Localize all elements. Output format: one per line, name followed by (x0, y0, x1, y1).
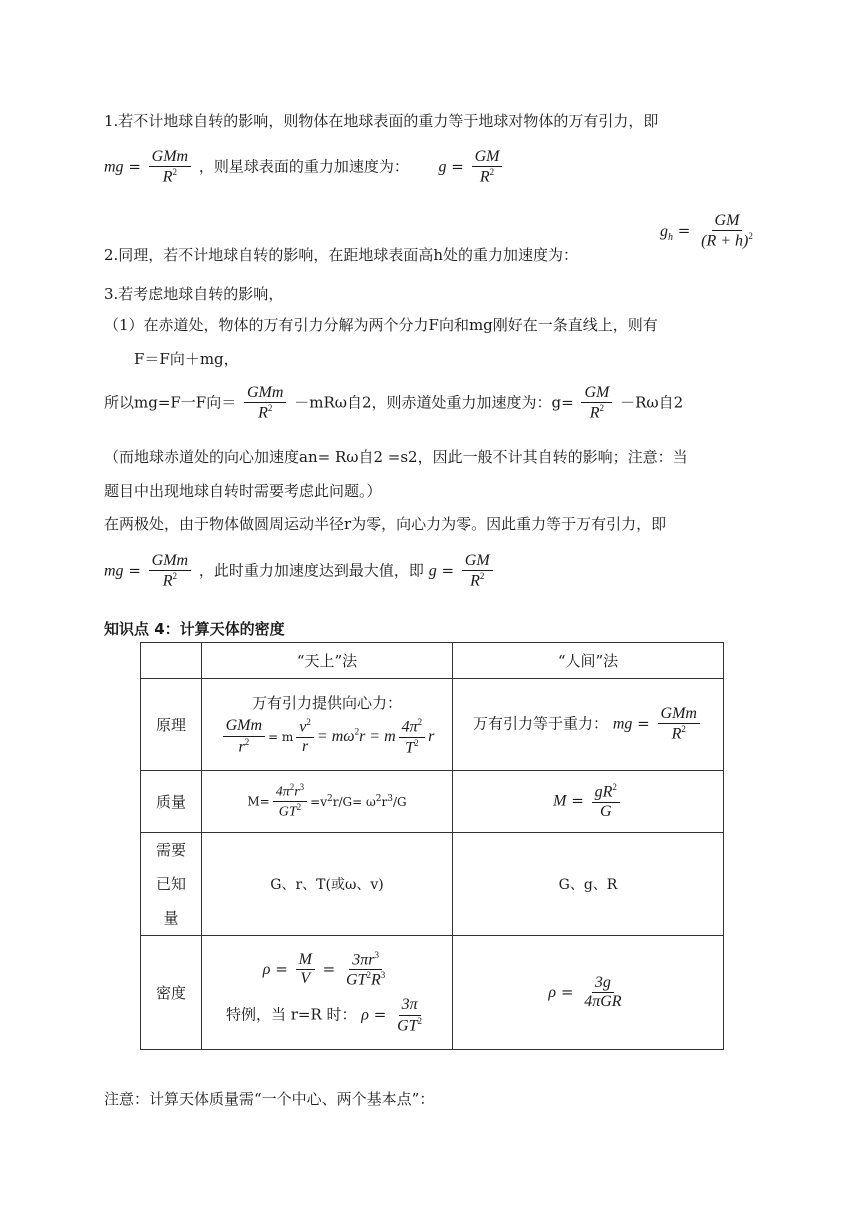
text-line-9: 题目中出现地球自转时需要考虑此问题。） (104, 482, 382, 500)
text-line-6: F＝F向＋mg， (134, 350, 239, 368)
text-line-11-mid: ，此时重力加速度达到最大值，即 (198, 561, 424, 580)
cell-density-earth: ρ = $\frac{3g}{\text{4πGR}}$ (453, 936, 724, 1050)
cell-principle-earth: 万有引力等于重力： mg = $\frac{\text{GMm}}{R^2}$ (453, 679, 724, 771)
cell-principle-sky: 万有引力提供向心力： $\frac{\text{GMm}}{r^2}$ = m $\frac{v^2}{r}$ = $m\omega^2r = m$ $\frac{4\pi^2}{T^2}$ r (202, 679, 453, 771)
note-line: 注意：计算天体质量需“一个中心、两个基本点”： (104, 1090, 435, 1108)
row-label-principle: 原理 (141, 679, 202, 771)
formula-gm-r2: $\frac{GM}{R^2}$ (472, 148, 503, 187)
section-heading: 知识点 4：计算天体的密度 (104, 620, 285, 638)
header-tianshang: “天上”法 (202, 643, 453, 679)
text-line-8: （而地球赤道处的向心加速度an= Rω自2 =s2，因此一般不计其自转的影响；注意：当 (104, 448, 688, 466)
cell-known-earth: G、g、R (453, 833, 724, 936)
text-line-5: （1）在赤道处，物体的万有引力分解为两个分力F向和mg刚好在一条直线上，则有 (104, 316, 658, 334)
formula-line-2: mg = $\frac{\text{GMm}}{R^2}$ ，则星球表面的重力加速度为： g = $\frac{GM}{R^2}$ (104, 148, 505, 187)
header-renjian: “人间”法 (453, 643, 724, 679)
row-label-known: 需要 已知 量 (141, 833, 202, 936)
cell-density-sky: ρ = $\frac{M}{V}$ = $\frac{3\pi r^3}{GT^2R^3}$ 特例，当 r=R 时： ρ = $\frac{3\pi}{GT^2}$ (202, 936, 453, 1050)
text-line-7c: －Rω自2 (620, 393, 684, 412)
text-line-10: 在两极处，由于物体做圆周运动半径r为零，向心力为零。因此重力等于万有引力，即 (104, 515, 667, 533)
text-line-2-mid: ，则星球表面的重力加速度为： (198, 157, 409, 176)
text-line-4: 3.若考虑地球自转的影响， (104, 285, 284, 303)
density-table (140, 642, 724, 1050)
text-line-3: 2.同理，若不计地球自转的影响，在距地球表面高h处的重力加速度为： (104, 246, 578, 264)
row-label-density: 密度 (141, 936, 202, 1050)
text-line-1: 1.若不计地球自转的影响，则物体在地球表面的重力等于地球对物体的万有引力，即 (104, 112, 659, 130)
cell-known-sky: G、r、T(或ω、v) (202, 833, 453, 936)
row-label-mass: 质量 (141, 771, 202, 833)
cell-mass-earth: M = $\frac{gR^2}{G}$ (453, 771, 724, 833)
formula-gh: $g_h$ = $\frac{GM}{(R + h)^2}$ (660, 212, 753, 250)
cell-mass-sky: M= $\frac{4\pi^2r^3}{GT^2}$ $=v^2r/G= \omega^2r^3/G$ (202, 771, 453, 833)
formula-line-11: mg = $\frac{\text{GMm}}{R^2}$ ，此时重力加速度达到最大值，即 g = $\frac{GM}{R^2}$ (104, 552, 496, 591)
text-line-7b: －mRω自2，则赤道处重力加速度为：g= (294, 393, 574, 412)
text-line-7a: 所以mg=F一F向＝ (104, 393, 237, 412)
formula-gmm-r2: $\frac{\text{GMm}}{R^2}$ (149, 148, 191, 187)
formula-line-7: 所以mg=F一F向＝ $\frac{\text{GMm}}{R^2}$ －mRω自2，则赤道处重力加速度为：g= $\frac{GM}{R^2}$ －Rω自2 (104, 384, 684, 422)
